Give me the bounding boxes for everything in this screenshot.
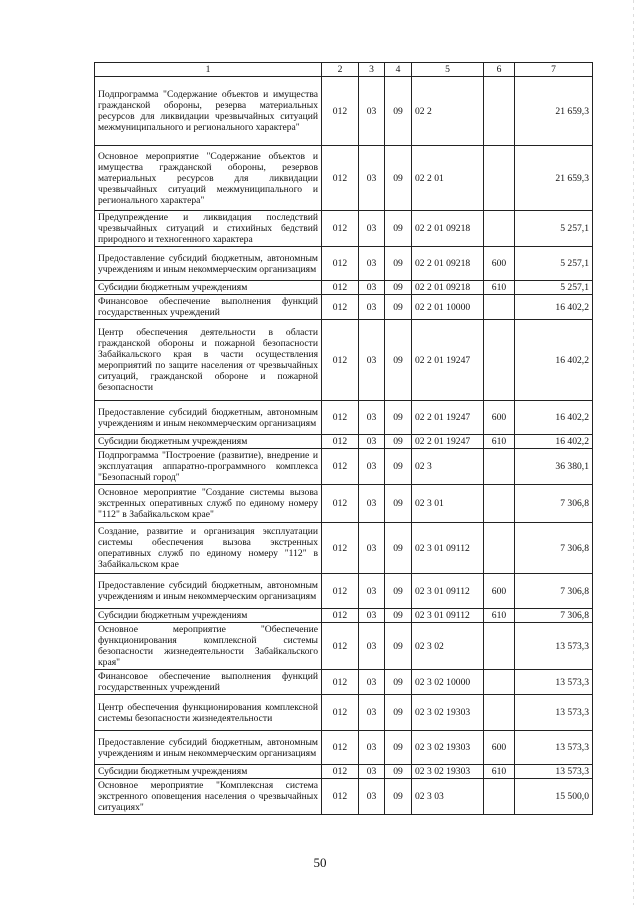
amount-cell: 13 573,3 xyxy=(515,731,593,765)
page-number: 50 xyxy=(313,855,327,870)
table-row xyxy=(95,670,593,695)
target-article-cell: 02 3 xyxy=(412,449,484,485)
subsection-code-cell: 09 xyxy=(385,146,412,211)
section-code-cell: 03 xyxy=(359,77,385,146)
item-name-cell: Центр обеспечения деятельности в области гражданской обороны и пожарной безопасности Забайкальского края в части осуществления мероприятий по защите населения от чрезвычайных ситуаций, гражданской обороне и пожарной безопасности xyxy=(95,320,322,401)
amount-cell: 5 257,1 xyxy=(515,281,593,295)
table-row xyxy=(95,574,593,609)
section-code-cell: 03 xyxy=(359,779,385,815)
subsection-code-cell: 09 xyxy=(385,320,412,401)
subsection-code-cell: 09 xyxy=(385,281,412,295)
ministry-code-cell: 012 xyxy=(322,401,359,435)
amount-cell: 13 573,3 xyxy=(515,623,593,670)
table-row xyxy=(95,779,593,815)
ministry-code-cell: 012 xyxy=(322,146,359,211)
subsection-code-cell: 09 xyxy=(385,731,412,765)
subsection-code-cell: 09 xyxy=(385,435,412,449)
amount-cell: 13 573,3 xyxy=(515,695,593,731)
table-row xyxy=(95,609,593,623)
ministry-code-cell: 012 xyxy=(322,295,359,320)
target-article-cell: 02 2 01 19247 xyxy=(412,320,484,401)
amount-cell: 13 573,3 xyxy=(515,765,593,779)
item-name-cell: Основное мероприятие "Обеспечение функционирования комплексной системы безопасности жизнедеятельности Забайкальского края" xyxy=(95,623,322,670)
expense-type-cell xyxy=(484,295,515,320)
table-row xyxy=(95,765,593,779)
subsection-code-cell: 09 xyxy=(385,485,412,523)
item-name-cell: Создание, развитие и организация эксплуатации системы обеспечения вызова экстренных оперативных служб по единому номеру "112" в Забайкальском крае xyxy=(95,523,322,574)
table-row xyxy=(95,401,593,435)
item-name-cell: Подпрограмма "Содержание объектов и имущества гражданской обороны, резерва материальных ресурсов для ликвидации чрезвычайных ситуаций межмуниципального и регионального характера" xyxy=(95,77,322,146)
section-code-cell: 03 xyxy=(359,609,385,623)
item-name-cell: Субсидии бюджетным учреждениям xyxy=(95,435,322,449)
table-row xyxy=(95,695,593,731)
table-row xyxy=(95,435,593,449)
section-code-cell: 03 xyxy=(359,765,385,779)
item-name-cell: Финансовое обеспечение выполнения функций государственных учреждений xyxy=(95,670,322,695)
subsection-code-cell: 09 xyxy=(385,401,412,435)
item-name-cell: Основное мероприятие "Комплексная система экстренного оповещения населения о чрезвычайных ситуациях" xyxy=(95,779,322,815)
subsection-code-cell: 09 xyxy=(385,609,412,623)
item-name-cell: Предоставление субсидий бюджетным, автономным учреждениям и иным некоммерческим организациям xyxy=(95,247,322,281)
amount-cell: 16 402,2 xyxy=(515,435,593,449)
subsection-code-cell: 09 xyxy=(385,574,412,609)
expense-type-cell: 600 xyxy=(484,574,515,609)
ministry-code-cell: 012 xyxy=(322,623,359,670)
item-name-cell: Основное мероприятие "Содержание объектов и имущества гражданской обороны, резервов материальных ресурсов для ликвидации чрезвычайных ситуаций межмуниципального и регионального характера" xyxy=(95,146,322,211)
amount-cell: 16 402,2 xyxy=(515,320,593,401)
ministry-code-cell: 012 xyxy=(322,449,359,485)
table-body xyxy=(95,77,593,815)
target-article-cell: 02 3 02 10000 xyxy=(412,670,484,695)
scan-edge-mark xyxy=(633,0,634,905)
ministry-code-cell: 012 xyxy=(322,523,359,574)
section-code-cell: 03 xyxy=(359,449,385,485)
section-code-cell: 03 xyxy=(359,574,385,609)
expense-type-cell xyxy=(484,211,515,247)
section-code-cell: 03 xyxy=(359,731,385,765)
expense-type-cell xyxy=(484,779,515,815)
ministry-code-cell: 012 xyxy=(322,574,359,609)
table-row xyxy=(95,295,593,320)
ministry-code-cell: 012 xyxy=(322,695,359,731)
subsection-code-cell: 09 xyxy=(385,670,412,695)
section-code-cell: 03 xyxy=(359,623,385,670)
item-name-cell: Предоставление субсидий бюджетным, автономным учреждениям и иным некоммерческим организациям xyxy=(95,574,322,609)
expense-type-cell xyxy=(484,695,515,731)
item-name-cell: Субсидии бюджетным учреждениям xyxy=(95,609,322,623)
target-article-cell: 02 3 01 09112 xyxy=(412,574,484,609)
table-row xyxy=(95,485,593,523)
expense-type-cell: 610 xyxy=(484,281,515,295)
item-name-cell: Субсидии бюджетным учреждениям xyxy=(95,765,322,779)
item-name-cell: Предупреждение и ликвидация последствий чрезвычайных ситуаций и стихийных бедствий природного и техногенного характера xyxy=(95,211,322,247)
subsection-code-cell: 09 xyxy=(385,77,412,146)
section-code-cell: 03 xyxy=(359,295,385,320)
subsection-code-cell: 09 xyxy=(385,449,412,485)
target-article-cell: 02 2 01 10000 xyxy=(412,295,484,320)
table-row xyxy=(95,247,593,281)
amount-cell: 16 402,2 xyxy=(515,401,593,435)
target-article-cell: 02 3 02 19303 xyxy=(412,695,484,731)
amount-cell: 21 659,3 xyxy=(515,77,593,146)
target-article-cell: 02 3 01 09112 xyxy=(412,523,484,574)
ministry-code-cell: 012 xyxy=(322,247,359,281)
amount-cell: 7 306,8 xyxy=(515,609,593,623)
target-article-cell: 02 2 01 xyxy=(412,146,484,211)
header-cell: 5 xyxy=(412,63,484,77)
ministry-code-cell: 012 xyxy=(322,731,359,765)
subsection-code-cell: 09 xyxy=(385,211,412,247)
header-cell: 6 xyxy=(484,63,515,77)
target-article-cell: 02 3 02 xyxy=(412,623,484,670)
ministry-code-cell: 012 xyxy=(322,320,359,401)
section-code-cell: 03 xyxy=(359,281,385,295)
ministry-code-cell: 012 xyxy=(322,765,359,779)
table-row xyxy=(95,77,593,146)
subsection-code-cell: 09 xyxy=(385,779,412,815)
header-cell: 2 xyxy=(322,63,359,77)
section-code-cell: 03 xyxy=(359,670,385,695)
item-name-cell: Центр обеспечения функционирования комплексной системы безопасности жизнедеятельности xyxy=(95,695,322,731)
target-article-cell: 02 3 01 xyxy=(412,485,484,523)
header-cell: 4 xyxy=(385,63,412,77)
header-cell: 3 xyxy=(359,63,385,77)
section-code-cell: 03 xyxy=(359,211,385,247)
amount-cell: 16 402,2 xyxy=(515,295,593,320)
section-code-cell: 03 xyxy=(359,247,385,281)
expense-type-cell: 600 xyxy=(484,731,515,765)
subsection-code-cell: 09 xyxy=(385,695,412,731)
expense-type-cell xyxy=(484,485,515,523)
expense-type-cell: 610 xyxy=(484,609,515,623)
target-article-cell: 02 3 02 19303 xyxy=(412,731,484,765)
ministry-code-cell: 012 xyxy=(322,211,359,247)
expense-type-cell xyxy=(484,449,515,485)
subsection-code-cell: 09 xyxy=(385,523,412,574)
target-article-cell: 02 2 01 09218 xyxy=(412,211,484,247)
target-article-cell: 02 3 02 19303 xyxy=(412,765,484,779)
amount-cell: 13 573,3 xyxy=(515,670,593,695)
section-code-cell: 03 xyxy=(359,695,385,731)
section-code-cell: 03 xyxy=(359,435,385,449)
target-article-cell: 02 2 01 19247 xyxy=(412,401,484,435)
expense-type-cell: 600 xyxy=(484,401,515,435)
item-name-cell: Субсидии бюджетным учреждениям xyxy=(95,281,322,295)
header-cell: 7 xyxy=(515,63,593,77)
section-code-cell: 03 xyxy=(359,485,385,523)
item-name-cell: Финансовое обеспечение выполнения функций государственных учреждений xyxy=(95,295,322,320)
expense-type-cell xyxy=(484,523,515,574)
expense-type-cell xyxy=(484,77,515,146)
table-row xyxy=(95,211,593,247)
target-article-cell: 02 2 01 09218 xyxy=(412,247,484,281)
ministry-code-cell: 012 xyxy=(322,609,359,623)
amount-cell: 15 500,0 xyxy=(515,779,593,815)
ministry-code-cell: 012 xyxy=(322,435,359,449)
table-row xyxy=(95,146,593,211)
target-article-cell: 02 2 01 09218 xyxy=(412,281,484,295)
item-name-cell: Подпрограмма "Построение (развитие), внедрение и эксплуатация аппаратно-программного комплекса "Безопасный город" xyxy=(95,449,322,485)
target-article-cell: 02 2 01 19247 xyxy=(412,435,484,449)
section-code-cell: 03 xyxy=(359,146,385,211)
item-name-cell: Основное мероприятие "Создание системы вызова экстренных оперативных служб по единому номеру "112" в Забайкальском крае" xyxy=(95,485,322,523)
ministry-code-cell: 012 xyxy=(322,779,359,815)
amount-cell: 7 306,8 xyxy=(515,523,593,574)
expense-type-cell xyxy=(484,670,515,695)
target-article-cell: 02 2 xyxy=(412,77,484,146)
expense-type-cell xyxy=(484,623,515,670)
ministry-code-cell: 012 xyxy=(322,485,359,523)
ministry-code-cell: 012 xyxy=(322,670,359,695)
subsection-code-cell: 09 xyxy=(385,765,412,779)
item-name-cell: Предоставление субсидий бюджетным, автономным учреждениям и иным некоммерческим организациям xyxy=(95,401,322,435)
expense-type-cell: 610 xyxy=(484,435,515,449)
item-name-cell: Предоставление субсидий бюджетным, автономным учреждениям и иным некоммерческим организациям xyxy=(95,731,322,765)
table-row xyxy=(95,523,593,574)
section-code-cell: 03 xyxy=(359,523,385,574)
table-row xyxy=(95,281,593,295)
amount-cell: 21 659,3 xyxy=(515,146,593,211)
amount-cell: 7 306,8 xyxy=(515,574,593,609)
amount-cell: 5 257,1 xyxy=(515,211,593,247)
amount-cell: 5 257,1 xyxy=(515,247,593,281)
ministry-code-cell: 012 xyxy=(322,77,359,146)
section-code-cell: 03 xyxy=(359,401,385,435)
target-article-cell: 02 3 01 09112 xyxy=(412,609,484,623)
expense-type-cell: 610 xyxy=(484,765,515,779)
subsection-code-cell: 09 xyxy=(385,247,412,281)
subsection-code-cell: 09 xyxy=(385,623,412,670)
expense-type-cell: 600 xyxy=(484,247,515,281)
amount-cell: 36 380,1 xyxy=(515,449,593,485)
table-row xyxy=(95,731,593,765)
table-header-row xyxy=(95,63,593,77)
section-code-cell: 03 xyxy=(359,320,385,401)
table-row xyxy=(95,320,593,401)
table-row xyxy=(95,623,593,670)
header-cell: 1 xyxy=(95,63,322,77)
ministry-code-cell: 012 xyxy=(322,281,359,295)
budget-table xyxy=(94,62,593,815)
expense-type-cell xyxy=(484,146,515,211)
target-article-cell: 02 3 03 xyxy=(412,779,484,815)
subsection-code-cell: 09 xyxy=(385,295,412,320)
amount-cell: 7 306,8 xyxy=(515,485,593,523)
expense-type-cell xyxy=(484,320,515,401)
table-row xyxy=(95,449,593,485)
